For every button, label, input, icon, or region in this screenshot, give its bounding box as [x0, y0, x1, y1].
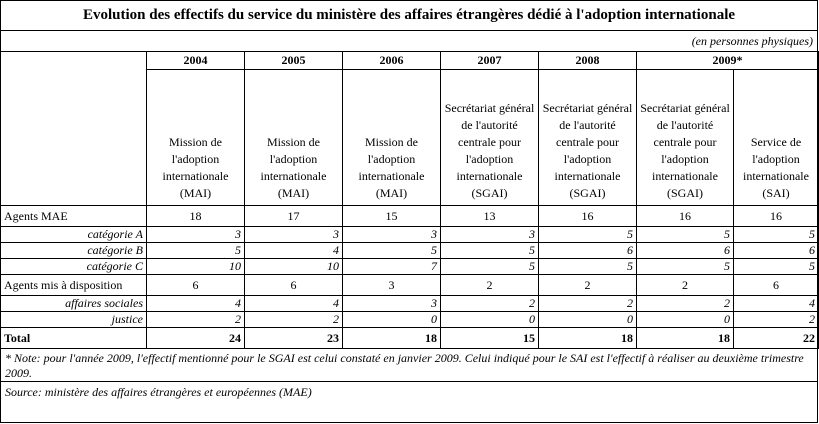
value-cell: 16 — [539, 206, 637, 227]
table-row — [1, 259, 819, 275]
service-cell: Mission de l'adoption internationale (MAI) — [245, 70, 343, 206]
row-label: justice — [1, 312, 147, 328]
value-cell: 3 — [245, 227, 343, 243]
row-label: catégorie A — [1, 227, 147, 243]
value-cell: 5 — [147, 243, 245, 259]
year-cell: 2007 — [441, 52, 539, 70]
source-note: Source: ministère des affaires étrangères et européennes (MAE) — [5, 385, 312, 399]
value-cell: 6 — [637, 243, 734, 259]
value-cell: 5 — [637, 259, 734, 275]
value-cell: 6 — [734, 275, 819, 296]
value-cell: 4 — [147, 296, 245, 312]
value-cell: 13 — [441, 206, 539, 227]
value-cell: 4 — [245, 243, 343, 259]
table-row — [1, 296, 819, 312]
value-cell: 18 — [539, 328, 637, 349]
row-label: Agents MAE — [1, 206, 147, 227]
value-cell: 16 — [637, 206, 734, 227]
table-row — [1, 206, 819, 227]
year-cell: 2005 — [245, 52, 343, 70]
value-cell: 15 — [441, 328, 539, 349]
value-cell: 4 — [245, 296, 343, 312]
value-cell: 17 — [245, 206, 343, 227]
value-cell: 3 — [343, 227, 441, 243]
value-cell: 5 — [734, 227, 819, 243]
row-label: affaires sociales — [1, 296, 147, 312]
year-cell: 2009* — [637, 52, 819, 70]
value-cell: 3 — [441, 227, 539, 243]
year-cell: 2008 — [539, 52, 637, 70]
value-cell: 24 — [147, 328, 245, 349]
service-cell: Secrétariat général de l'autorité centrale pour l'adoption internationale (SGAI) — [441, 70, 539, 206]
value-cell: 5 — [539, 227, 637, 243]
value-cell: 0 — [441, 312, 539, 328]
value-cell: 6 — [734, 243, 819, 259]
year-cell: 2006 — [343, 52, 441, 70]
row-label: Agents mis à disposition — [1, 275, 147, 296]
value-cell: 18 — [637, 328, 734, 349]
service-cell: Service de l'adoption internationale (SAI) — [734, 70, 819, 206]
value-cell: 0 — [343, 312, 441, 328]
year-cell: 2004 — [147, 52, 245, 70]
value-cell: 2 — [441, 296, 539, 312]
row-label: catégorie C — [1, 259, 147, 275]
value-cell: 6 — [539, 243, 637, 259]
value-cell: 18 — [147, 206, 245, 227]
value-cell: 5 — [734, 259, 819, 275]
table-row — [1, 227, 819, 243]
value-cell: 3 — [343, 296, 441, 312]
value-cell: 0 — [539, 312, 637, 328]
table-row — [1, 275, 819, 296]
value-cell: 16 — [734, 206, 819, 227]
year-header-row — [1, 52, 819, 70]
value-cell: 2 — [245, 312, 343, 328]
value-cell: 4 — [734, 296, 819, 312]
value-cell: 5 — [441, 259, 539, 275]
value-cell: 2 — [637, 296, 734, 312]
value-cell: 22 — [734, 328, 819, 349]
value-cell: 3 — [147, 227, 245, 243]
value-cell: 23 — [245, 328, 343, 349]
value-cell: 5 — [343, 243, 441, 259]
table-row — [1, 243, 819, 259]
value-cell: 10 — [147, 259, 245, 275]
value-cell: 6 — [147, 275, 245, 296]
value-cell: 7 — [343, 259, 441, 275]
unit-note: (en personnes physiques) — [691, 34, 813, 48]
service-cell: Mission de l'adoption internationale (MAI) — [147, 70, 245, 206]
value-cell: 18 — [343, 328, 441, 349]
service-cell: Secrétariat général de l'autorité centrale pour l'adoption internationale (SGAI) — [637, 70, 734, 206]
value-cell: 2 — [734, 312, 819, 328]
value-cell: 2 — [441, 275, 539, 296]
total-row — [1, 328, 819, 349]
value-cell: 2 — [539, 296, 637, 312]
header-empty-cell — [1, 52, 147, 206]
value-cell: 2 — [539, 275, 637, 296]
value-cell: 5 — [637, 227, 734, 243]
value-cell: 5 — [539, 259, 637, 275]
table-row — [1, 312, 819, 328]
service-cell: Mission de l'adoption internationale (MAI) — [343, 70, 441, 206]
staff-table — [0, 51, 819, 349]
value-cell: 6 — [245, 275, 343, 296]
table-title: Evolution des effectifs du service du ministère des affaires étrangères dédié à l'adoption internationale — [1, 1, 817, 31]
service-cell: Secrétariat général de l'autorité centrale pour l'adoption internationale (SGAI) — [539, 70, 637, 206]
row-label: catégorie B — [1, 243, 147, 259]
row-label: Total — [1, 328, 147, 349]
value-cell: 2 — [637, 275, 734, 296]
value-cell: 0 — [637, 312, 734, 328]
value-cell: 2 — [147, 312, 245, 328]
value-cell: 5 — [441, 243, 539, 259]
footnote: * Note: pour l'année 2009, l'effectif mentionné pour le SGAI est celui constaté en janvier 2009. Celui indiqué pour le SAI est l'effectif à réaliser au deuxième trimestre 2009. — [1, 349, 817, 382]
value-cell: 3 — [343, 275, 441, 296]
value-cell: 10 — [245, 259, 343, 275]
value-cell: 15 — [343, 206, 441, 227]
